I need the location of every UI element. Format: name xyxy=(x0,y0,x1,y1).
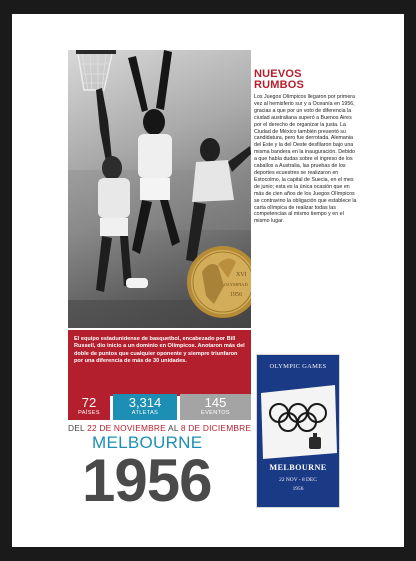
stat-label: EVENTOS xyxy=(201,410,230,416)
player-figure xyxy=(96,88,132,292)
stat-paises xyxy=(68,394,110,420)
basketball-photo xyxy=(68,50,251,328)
basketball-photo-illustration xyxy=(68,50,251,328)
olympic-year: 1956 xyxy=(82,447,212,514)
medal-text-1: XVI xyxy=(236,272,247,278)
stat-value: 3,314 xyxy=(128,395,162,410)
poster-city: MELBOURNE xyxy=(269,463,327,472)
magazine-page xyxy=(12,14,404,547)
medal-text-2: OLYMPIAD xyxy=(224,282,248,287)
medal-text-3: 1956 xyxy=(230,292,242,298)
stat-eventos xyxy=(180,394,251,420)
stat-atletas xyxy=(113,394,177,420)
article xyxy=(254,69,358,225)
event-dates xyxy=(68,423,252,433)
poster-year: 1956 xyxy=(292,486,304,492)
stat-label: ATLETAS xyxy=(131,410,159,416)
basketball-hoop-icon xyxy=(76,50,116,90)
stat-value: 145 xyxy=(204,395,227,410)
host-city: MELBOURNE xyxy=(92,433,203,452)
olympic-poster xyxy=(256,354,340,508)
poster-dates: 22 NOV - 8 DEC xyxy=(279,477,317,483)
article-title-line1: NUEVOS xyxy=(254,68,302,80)
dates-end: 8 DE DICIEMBRE xyxy=(180,423,252,433)
dates-start: 22 DE NOVIEMBRE xyxy=(87,423,166,433)
poster-title: OLYMPIC GAMES xyxy=(269,363,327,370)
article-body: Los Juegos Olímpicos llegaron por primera vez al hemisferio sur y a Oceanía en 1956, gracias a que por un voto de diferencia la ciudad australiana superó a Buenos Aires por el derecho de organizar la justa. La Ciudad de México también presentó su candidatura, pero fue derrotada. Alemania del Este y la del Oeste desfilaron bajo una misma bandera en la inauguración. Debido a que había dudas sobre el ingreso de los caballos a Australia, las pruebas de los deportes ecuestres se realizaron en Estocolmo, la capital de Suecia, en el mes de junio; esta es la única ocasión que en más de cien años de los Juegos Olímpicos se contravino la obligación que establece la carta olímpica de realizar todas las competencias al mismo tiempo y en el mismo lugar. xyxy=(254,94,357,225)
photo-caption: El equipo estadunidense de basquetbol, encabezado por Bill Russell, dio inicio a un dominio en Olímpicos. Anotaron más del doble de puntos que cualquier oponente y siempre triunfaron por una diferencia de más de 30 unidades. xyxy=(68,330,251,396)
stat-label: PAÍSES xyxy=(78,410,100,416)
dates-prefix: DEL xyxy=(68,423,88,433)
stat-value: 72 xyxy=(81,395,97,410)
player-figure xyxy=(126,50,180,288)
article-title-line2: RUMBOS xyxy=(254,79,305,91)
dates-middle: AL xyxy=(165,423,181,433)
article-title xyxy=(254,69,358,91)
